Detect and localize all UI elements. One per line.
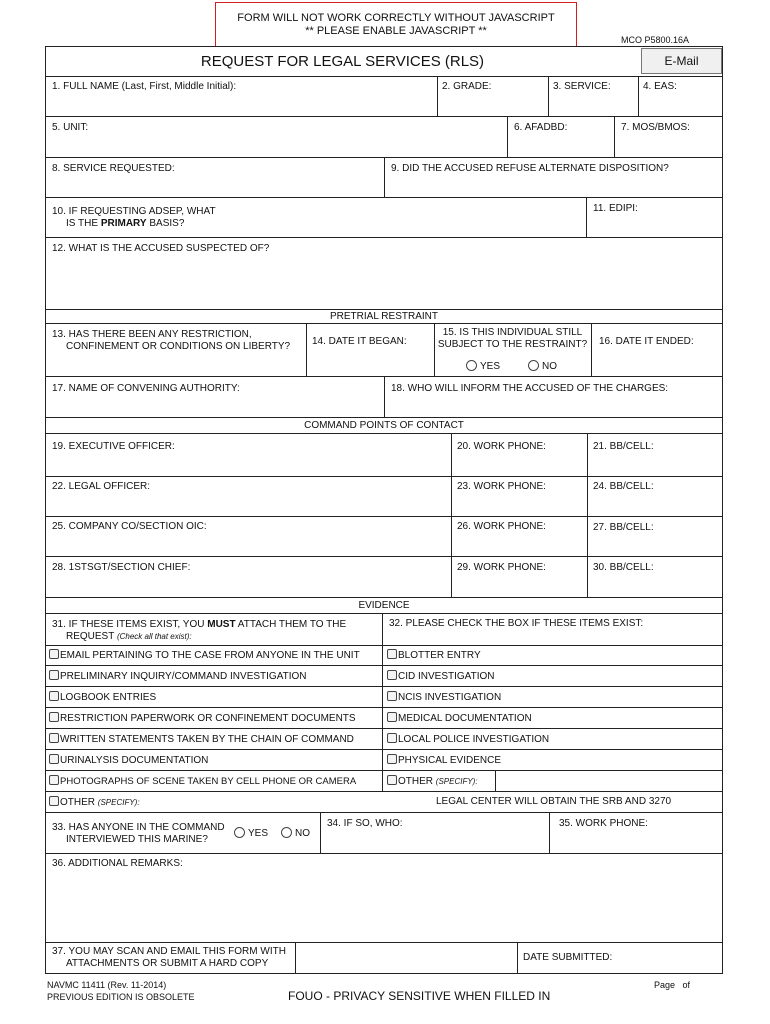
xo-work-phone-field[interactable] — [452, 454, 586, 475]
co-cell-label: 27. BB/CELL: — [593, 522, 654, 533]
restriction-label-line2: CONFINEMENT OR CONDITIONS ON LIBERTY? — [66, 341, 291, 352]
radio-no-icon[interactable] — [281, 827, 292, 838]
scan-email-field[interactable] — [296, 943, 516, 973]
adsep-basis-field[interactable] — [230, 200, 585, 236]
checkbox-icon[interactable] — [49, 775, 59, 785]
still-subject-yes-option[interactable]: YES — [466, 360, 500, 373]
still-subject-no-option[interactable]: NO — [528, 360, 557, 373]
evidence-right-item[interactable]: PHYSICAL EVIDENCE — [387, 754, 501, 767]
remarks-field[interactable] — [46, 871, 722, 941]
afadbd-field[interactable] — [508, 134, 613, 156]
unit-label: 5. UNIT: — [52, 122, 89, 133]
xo-cell-label: 21. BB/CELL: — [593, 441, 654, 452]
if-so-who-field[interactable] — [321, 830, 548, 852]
date-submitted-label: DATE SUBMITTED: — [523, 952, 613, 963]
legal-officer-field[interactable] — [46, 494, 450, 515]
service-requested-label: 8. SERVICE REQUESTED: — [52, 163, 175, 174]
adsep-label-line1: 10. IF REQUESTING ADSEP, WHAT — [52, 206, 216, 217]
lo-cell-label: 24. BB/CELL: — [593, 481, 654, 492]
eas-field[interactable] — [639, 92, 722, 115]
checkbox-icon[interactable] — [387, 670, 397, 680]
refuse-alternate-field[interactable] — [385, 175, 722, 196]
radio-yes-icon[interactable] — [234, 827, 245, 838]
fs-cell-field[interactable] — [588, 575, 722, 596]
javascript-warning — [215, 2, 577, 47]
scan-email-label-line2: ATTACHMENTS OR SUBMIT A HARD COPY — [66, 958, 269, 969]
suspected-of-label: 12. WHAT IS THE ACCUSED SUSPECTED OF? — [52, 243, 270, 254]
email-button[interactable]: E-Mail — [641, 48, 722, 74]
interviewer-phone-label: 35. WORK PHONE: — [559, 818, 648, 829]
grade-field[interactable] — [438, 92, 547, 115]
interviewed-no-option[interactable]: NO — [281, 827, 310, 840]
checkbox-icon[interactable] — [387, 712, 397, 722]
interviewed-yes-option[interactable]: YES — [234, 827, 268, 840]
mos-label: 7. MOS/BMOS: — [621, 122, 690, 133]
warning-line-2: ** PLEASE ENABLE JAVASCRIPT ** — [305, 25, 487, 37]
right-other-specify-field[interactable] — [496, 771, 722, 790]
checkbox-icon[interactable] — [387, 691, 397, 701]
radio-no-icon[interactable] — [528, 360, 539, 371]
lo-work-phone-field[interactable] — [452, 494, 586, 515]
pretrial-restraint-header: PRETRIAL RESTRAINT — [330, 311, 438, 322]
full-name-field[interactable] — [46, 92, 436, 115]
evidence-left-item[interactable]: RESTRICTION PAPERWORK OR CONFINEMENT DOCUMENTS — [49, 712, 356, 725]
form-id: MCO P5800.16A — [621, 35, 690, 45]
remarks-label: 36. ADDITIONAL REMARKS: — [52, 858, 183, 869]
eas-label: 4. EAS: — [643, 81, 677, 92]
full-name-label: 1. FULL NAME (Last, First, Middle Initial): — [52, 81, 237, 92]
date-submitted-field[interactable] — [612, 946, 722, 972]
checkbox-icon[interactable] — [387, 649, 397, 659]
legal-center-note: LEGAL CENTER WILL OBTAIN THE SRB AND 3270 — [436, 796, 672, 807]
co-work-phone-label: 26. WORK PHONE: — [457, 521, 546, 532]
convening-authority-label: 17. NAME OF CONVENING AUTHORITY: — [52, 383, 240, 394]
interviewed-label-line2: INTERVIEWED THIS MARINE? — [66, 834, 208, 845]
edipi-field[interactable] — [587, 214, 722, 236]
first-sergeant-field[interactable] — [46, 575, 450, 596]
date-began-field[interactable] — [307, 350, 433, 375]
must-attach-label-line2: REQUEST (Check all that exist): — [66, 631, 192, 642]
service-field[interactable] — [549, 92, 637, 115]
evidence-right-item[interactable]: LOCAL POLICE INVESTIGATION — [387, 733, 549, 746]
xo-label: 19. EXECUTIVE OFFICER: — [52, 441, 175, 452]
check-if-exist-label: 32. PLEASE CHECK THE BOX IF THESE ITEMS EXIST: — [389, 618, 644, 629]
xo-cell-field[interactable] — [588, 454, 722, 475]
evidence-left-item[interactable]: PRELIMINARY INQUIRY/COMMAND INVESTIGATION — [49, 670, 307, 683]
inform-accused-label: 18. WHO WILL INFORM THE ACCUSED OF THE CHARGES: — [391, 383, 669, 394]
fs-work-phone-field[interactable] — [452, 575, 586, 596]
still-subject-label-line2: SUBJECT TO THE RESTRAINT? — [437, 339, 588, 350]
fs-cell-label: 30. BB/CELL: — [593, 562, 654, 573]
service-label: 3. SERVICE: — [553, 81, 611, 92]
lo-work-phone-label: 23. WORK PHONE: — [457, 481, 546, 492]
evidence-left-item[interactable]: PHOTOGRAPHS OF SCENE TAKEN BY CELL PHONE OR CAMERA — [49, 775, 356, 788]
date-ended-field[interactable] — [592, 350, 722, 375]
service-requested-dropdown[interactable] — [46, 175, 383, 196]
company-co-label: 25. COMPANY CO/SECTION OIC: — [52, 521, 207, 532]
checkbox-icon[interactable] — [49, 712, 59, 722]
checkbox-icon[interactable] — [49, 754, 59, 764]
first-sergeant-label: 28. 1STSGT/SECTION CHIEF: — [52, 562, 191, 573]
fs-work-phone-label: 29. WORK PHONE: — [457, 562, 546, 573]
mos-field[interactable] — [615, 134, 722, 156]
if-so-who-label: 34. IF SO, WHO: — [327, 818, 403, 829]
company-co-field[interactable] — [46, 534, 450, 555]
evidence-right-item[interactable]: MEDICAL DOCUMENTATION — [387, 712, 532, 725]
co-cell-field[interactable] — [588, 534, 722, 555]
date-ended-label: 16. DATE IT ENDED: — [599, 336, 694, 347]
checkbox-icon[interactable] — [49, 649, 59, 659]
refuse-alternate-label: 9. DID THE ACCUSED REFUSE ALTERNATE DISPOSITION? — [391, 163, 669, 174]
evidence-right-item[interactable]: BLOTTER ENTRY — [387, 649, 481, 662]
checkbox-icon[interactable] — [49, 733, 59, 743]
checkbox-icon[interactable] — [387, 775, 397, 785]
checkbox-icon[interactable] — [387, 754, 397, 764]
suspected-of-field[interactable] — [46, 256, 722, 308]
still-subject-label-line1: 15. IS THIS INDIVIDUAL STILL — [442, 327, 583, 338]
evidence-left-item[interactable]: URINALYSIS DOCUMENTATION — [49, 754, 208, 767]
interviewed-label-line1: 33. HAS ANYONE IN THE COMMAND — [52, 822, 225, 833]
fouo-notice: FOUO - PRIVACY SENSITIVE WHEN FILLED IN — [288, 989, 551, 1003]
evidence-header: EVIDENCE — [358, 600, 410, 611]
xo-field[interactable] — [46, 454, 450, 475]
lo-cell-field[interactable] — [588, 494, 722, 515]
evidence-left-other[interactable]: OTHER (SPECIFY): — [49, 796, 140, 809]
form-title: REQUEST FOR LEGAL SERVICES (RLS) — [200, 53, 485, 70]
evidence-right-other[interactable]: OTHER (SPECIFY): — [387, 775, 478, 788]
unit-field[interactable] — [46, 134, 506, 156]
interviewer-phone-field[interactable] — [550, 830, 722, 852]
convening-authority-field[interactable] — [46, 395, 383, 416]
xo-work-phone-label: 20. WORK PHONE: — [457, 441, 546, 452]
adsep-label-line2: IS THE PRIMARY BASIS? — [66, 218, 185, 229]
warning-line-1: FORM WILL NOT WORK CORRECTLY WITHOUT JAVASCRIPT — [237, 12, 555, 24]
restriction-label-line1: 13. HAS THERE BEEN ANY RESTRICTION, — [52, 329, 252, 340]
checkbox-icon[interactable] — [49, 796, 59, 806]
inform-accused-field[interactable] — [385, 395, 722, 416]
checkbox-icon[interactable] — [49, 670, 59, 680]
checkbox-icon[interactable] — [49, 691, 59, 701]
command-contact-header: COMMAND POINTS OF CONTACT — [304, 420, 464, 431]
date-began-label: 14. DATE IT BEGAN: — [312, 336, 407, 347]
must-attach-label-line1: 31. IF THESE ITEMS EXIST, YOU MUST ATTACH THEM TO THE — [52, 619, 347, 630]
co-work-phone-field[interactable] — [452, 534, 586, 555]
evidence-left-item[interactable]: WRITTEN STATEMENTS TAKEN BY THE CHAIN OF COMMAND — [49, 733, 354, 746]
evidence-left-item[interactable]: EMAIL PERTAINING TO THE CASE FROM ANYONE IN THE UNIT — [49, 649, 360, 662]
evidence-right-item[interactable]: NCIS INVESTIGATION — [387, 691, 501, 704]
form-number: NAVMC 11411 (Rev. 11-2014) — [47, 980, 167, 990]
legal-officer-label: 22. LEGAL OFFICER: — [52, 481, 150, 492]
page-label: Page of — [654, 980, 691, 990]
previous-edition-note: PREVIOUS EDITION IS OBSOLETE — [47, 992, 195, 1002]
evidence-left-item[interactable]: LOGBOOK ENTRIES — [49, 691, 156, 704]
edipi-label: 11. EDIPI: — [593, 203, 638, 214]
evidence-right-item[interactable]: CID INVESTIGATION — [387, 670, 495, 683]
radio-yes-icon[interactable] — [466, 360, 477, 371]
grade-label: 2. GRADE: — [442, 81, 492, 92]
scan-email-label-line1: 37. YOU MAY SCAN AND EMAIL THIS FORM WITH — [52, 946, 286, 957]
left-other-specify-field[interactable] — [150, 792, 380, 811]
afadbd-label: 6. AFADBD: — [514, 122, 568, 133]
checkbox-icon[interactable] — [387, 733, 397, 743]
